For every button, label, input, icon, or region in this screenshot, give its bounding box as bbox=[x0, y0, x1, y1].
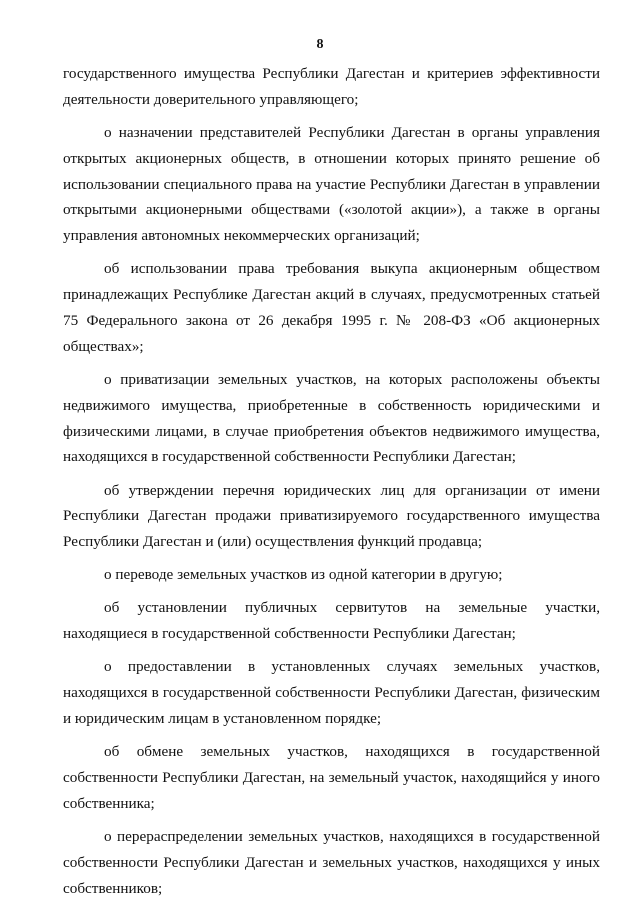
text-line: о назначении представителей Республики Дагестан в органы управления bbox=[104, 123, 600, 141]
paragraph bbox=[63, 739, 600, 816]
text-line: собственника; bbox=[63, 794, 155, 812]
paragraph bbox=[63, 654, 600, 731]
text-line: физическими лицами, в случае приобретения объектов недвижимого имущества, bbox=[63, 422, 600, 440]
text-line: об использовании права требования выкупа акционерным обществом bbox=[104, 260, 600, 278]
paragraph bbox=[63, 478, 600, 555]
page-number: 8 bbox=[316, 37, 324, 52]
text-line: собственников; bbox=[63, 879, 163, 897]
text-line: деятельности доверительного управляющего; bbox=[63, 90, 359, 108]
paragraph bbox=[63, 562, 600, 588]
text-line: об утверждении перечня юридических лиц для организации от имени bbox=[104, 481, 600, 499]
text-line: о приватизации земельных участков, на которых расположены объекты bbox=[104, 370, 600, 388]
text-line: о перераспределении земельных участков, находящихся в государственной bbox=[104, 828, 600, 846]
text-line: находящихся в государственной собственности Республики Дагестан; bbox=[63, 448, 516, 466]
text-line: 75 Федерального закона от 26 декабря 1995 г. № 208-ФЗ «Об акционерных bbox=[63, 311, 600, 329]
text-line: управления автономных некоммерческих организаций; bbox=[63, 227, 420, 245]
text-line: недвижимого имущества, приобретенные в собственность юридическими и bbox=[63, 396, 600, 414]
text-line: использовании специального права на участие Республики Дагестан в управлении bbox=[63, 175, 600, 193]
text-line: Республики Дагестан продажи приватизируемого государственного имущества bbox=[63, 507, 600, 525]
text-line: государственного имущества Республики Дагестан и критериев эффективности bbox=[63, 65, 600, 82]
paragraph bbox=[63, 61, 600, 113]
text-line: и юридическим лицам в установленном порядке; bbox=[63, 710, 382, 728]
paragraph bbox=[63, 824, 600, 901]
text-line: принадлежащих Республике Дагестан акций в случаях, предусмотренных статьей bbox=[63, 286, 600, 304]
text-line: собственности Республики Дагестан и земельных участков, находящихся у иных bbox=[63, 853, 600, 871]
text-line: открытыми акционерными обществами («золотой акции»), а также в органы bbox=[63, 201, 600, 219]
paragraph bbox=[63, 120, 600, 249]
text-line: находящиеся в государственной собственности Республики Дагестан; bbox=[63, 625, 516, 643]
text-line: об установлении публичных сервитутов на земельные участки, bbox=[104, 599, 600, 617]
text-line: обществах»; bbox=[63, 337, 144, 355]
text-line: открытых акционерных обществ, в отношении которых принято решение об bbox=[63, 149, 600, 167]
paragraph bbox=[63, 256, 600, 359]
text-line: о предоставлении в установленных случаях земельных участков, bbox=[104, 658, 600, 676]
text-line: о переводе земельных участков из одной категории в другую; bbox=[104, 566, 503, 584]
paragraph bbox=[63, 367, 600, 470]
document-body bbox=[63, 61, 600, 909]
text-line: находящихся в государственной собственности Республики Дагестан, физическим bbox=[63, 684, 600, 702]
text-line: Республики Дагестан и (или) осуществления функций продавца; bbox=[63, 533, 483, 551]
paragraph bbox=[63, 595, 600, 647]
text-line: об обмене земельных участков, находящихся в государственной bbox=[104, 743, 600, 761]
text-line: собственности Республики Дагестан, на земельный участок, находящийся у иного bbox=[63, 769, 600, 787]
